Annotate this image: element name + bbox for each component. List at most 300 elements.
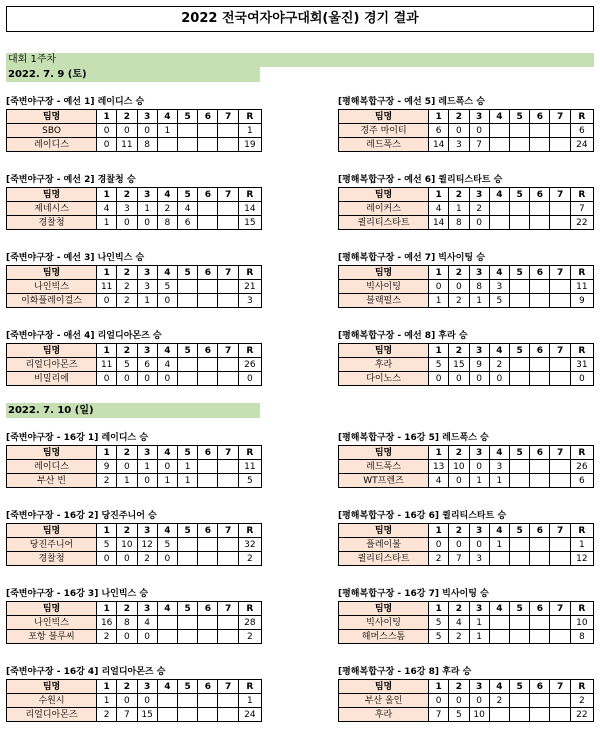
header-inning: 3 [469,680,489,694]
header-inning: 7 [550,602,570,616]
team-name: 레이디스 [7,138,97,152]
game-title: [평해복합구장 - 예선 5] 레드폭스 승 [338,97,485,107]
header-team: 팀명 [339,602,429,616]
header-inning: 5 [509,188,529,202]
header-inning: 6 [198,524,218,538]
inning-score: 1 [117,474,137,488]
score-table [6,187,262,230]
inning-score: 1 [469,294,489,308]
total-runs: 19 [238,138,261,152]
header-team: 팀명 [339,524,429,538]
header-runs: R [570,602,593,616]
table-row [339,216,594,230]
inning-score: 3 [137,280,157,294]
total-runs: 24 [238,708,261,722]
inning-score: 7 [469,138,489,152]
inning-score [550,538,570,552]
inning-score: 10 [117,538,137,552]
score-table [6,265,262,308]
header-inning: 3 [469,446,489,460]
total-runs: 12 [570,552,593,566]
team-name: 퀼리티스타트 [339,552,429,566]
inning-score: 0 [137,372,157,386]
header-team: 팀명 [339,344,429,358]
inning-score: 0 [449,372,469,386]
inning-score: 2 [97,630,117,644]
header-inning: 7 [550,344,570,358]
inning-score [157,616,177,630]
total-runs: 5 [238,474,261,488]
inning-score [198,460,218,474]
game-box [338,96,594,152]
inning-score [509,138,529,152]
inning-score: 1 [469,616,489,630]
inning-score [218,280,238,294]
header-inning: 2 [449,680,469,694]
inning-score: 11 [97,358,117,372]
header-inning: 4 [489,602,509,616]
inning-score: 16 [97,616,117,630]
inning-score: 6 [429,124,449,138]
header-inning: 1 [97,266,117,280]
inning-score [177,552,197,566]
inning-score: 0 [429,280,449,294]
header-inning: 5 [509,110,529,124]
inning-score: 0 [157,460,177,474]
header-inning: 5 [177,266,197,280]
inning-score [218,358,238,372]
header-team: 팀명 [7,266,97,280]
inning-score [218,124,238,138]
game-title: [죽변야구장 - 예선 1] 레이디스 승 [6,97,145,107]
total-runs: 22 [570,216,593,230]
header-inning: 5 [177,446,197,460]
header-inning: 6 [530,602,550,616]
inning-score: 8 [449,216,469,230]
inning-score [530,538,550,552]
total-runs: 2 [238,552,261,566]
inning-score: 7 [449,552,469,566]
inning-score: 5 [157,280,177,294]
header-team: 팀명 [7,188,97,202]
header-inning: 2 [117,344,137,358]
inning-score [198,358,218,372]
inning-score: 8 [469,280,489,294]
inning-score: 3 [449,138,469,152]
table-row [7,202,262,216]
header-inning: 4 [157,110,177,124]
inning-score [157,138,177,152]
inning-score [550,280,570,294]
inning-score: 4 [429,202,449,216]
inning-score [530,630,550,644]
header-team: 팀명 [7,602,97,616]
inning-score: 0 [117,124,137,138]
header-inning: 7 [550,266,570,280]
inning-score [198,708,218,722]
game-title: [죽변야구장 - 예선 3] 나인빅스 승 [6,253,145,263]
inning-score: 3 [117,202,137,216]
header-inning: 3 [137,344,157,358]
inning-score [157,708,177,722]
inning-score: 1 [489,538,509,552]
header-inning: 2 [449,266,469,280]
header-inning: 1 [429,680,449,694]
inning-score [530,460,550,474]
inning-score [198,694,218,708]
header-inning: 4 [489,110,509,124]
inning-score: 0 [97,138,117,152]
inning-score [198,294,218,308]
team-name: 경찰청 [7,552,97,566]
inning-score: 4 [429,474,449,488]
table-row [339,616,594,630]
inning-score: 1 [489,474,509,488]
score-header-row [7,344,262,358]
total-runs: 10 [570,616,593,630]
inning-score [198,216,218,230]
inning-score: 1 [137,460,157,474]
team-name: 당진주니어 [7,538,97,552]
header-team: 팀명 [339,680,429,694]
inning-score [177,538,197,552]
score-table [6,109,262,152]
inning-score: 0 [117,460,137,474]
header-inning: 2 [117,680,137,694]
total-runs: 26 [238,358,261,372]
header-inning: 1 [429,110,449,124]
inning-score: 0 [429,538,449,552]
score-table [6,679,262,722]
total-runs: 3 [238,294,261,308]
header-inning: 4 [157,524,177,538]
inning-score: 2 [97,708,117,722]
game-title: [평해복합구장 - 16강 5] 레드폭스 승 [338,433,489,443]
game-title: [평해복합구장 - 16강 6] 퀼리티스타트 승 [338,511,507,521]
header-inning: 6 [530,524,550,538]
inning-score: 5 [117,358,137,372]
game-box [6,252,262,308]
game-title: [평해복합구장 - 예선 8] 후라 승 [338,331,468,341]
total-runs: 28 [238,616,261,630]
header-inning: 6 [530,188,550,202]
inning-score: 5 [429,630,449,644]
inning-score [509,630,529,644]
team-name: 경찰청 [7,216,97,230]
header-runs: R [238,680,261,694]
header-inning: 4 [489,188,509,202]
inning-score: 3 [489,280,509,294]
total-runs: 7 [570,202,593,216]
inning-score: 0 [137,216,157,230]
header-inning: 3 [469,344,489,358]
inning-score: 0 [469,372,489,386]
header-inning: 7 [218,602,238,616]
inning-score: 4 [157,358,177,372]
score-header-row [339,524,594,538]
table-row [339,708,594,722]
inning-score [530,474,550,488]
inning-score: 0 [449,474,469,488]
header-inning: 4 [489,344,509,358]
header-inning: 7 [218,266,238,280]
total-runs: 6 [570,124,593,138]
inning-score: 8 [117,616,137,630]
team-name: SBO [7,124,97,138]
total-runs: 8 [570,630,593,644]
inning-score [218,216,238,230]
inning-score [550,552,570,566]
header-inning: 7 [218,680,238,694]
inning-score [530,124,550,138]
inning-score: 0 [117,216,137,230]
header-inning: 3 [137,188,157,202]
score-header-row [7,680,262,694]
inning-score: 1 [157,124,177,138]
inning-score: 1 [177,474,197,488]
score-header-row [7,602,262,616]
team-name: 후라 [339,708,429,722]
inning-score: 5 [429,616,449,630]
game-box [6,96,262,152]
score-header-row [7,266,262,280]
header-inning: 1 [97,446,117,460]
header-inning: 5 [509,344,529,358]
inning-score: 10 [469,708,489,722]
game-title: [평해복합구장 - 예선 6] 퀼리티스타트 승 [338,175,503,185]
inning-score: 0 [137,124,157,138]
table-row [339,294,594,308]
header-inning: 2 [117,110,137,124]
inning-score: 6 [177,216,197,230]
inning-score [550,138,570,152]
score-table [338,523,594,566]
header-team: 팀명 [7,110,97,124]
inning-score [218,460,238,474]
inning-score [198,138,218,152]
score-header-row [7,110,262,124]
total-runs: 2 [238,630,261,644]
header-inning: 4 [157,344,177,358]
inning-score: 0 [449,694,469,708]
inning-score: 11 [117,138,137,152]
header-inning: 7 [218,344,238,358]
header-inning: 7 [550,524,570,538]
inning-score: 4 [449,616,469,630]
header-inning: 7 [550,680,570,694]
total-runs: 15 [238,216,261,230]
header-inning: 2 [117,524,137,538]
header-inning: 2 [449,344,469,358]
header-inning: 6 [530,110,550,124]
game-box [338,588,594,644]
game-title: [평해복합구장 - 16강 8] 후라 승 [338,667,472,677]
header-inning: 7 [218,446,238,460]
header-inning: 3 [469,524,489,538]
inning-score [509,124,529,138]
header-runs: R [238,266,261,280]
inning-score [509,460,529,474]
header-inning: 6 [530,344,550,358]
team-name: 레이디스 [7,460,97,474]
header-runs: R [570,524,593,538]
score-table [338,265,594,308]
inning-score [530,372,550,386]
team-name: 경주 마이티 [339,124,429,138]
header-inning: 3 [137,680,157,694]
score-table [338,343,594,386]
inning-score [509,694,529,708]
header-inning: 4 [157,188,177,202]
header-runs: R [570,110,593,124]
inning-score [550,358,570,372]
team-name: 리얼디아몬즈 [7,358,97,372]
score-table [338,109,594,152]
header-inning: 1 [97,524,117,538]
inning-score [198,616,218,630]
header-inning: 4 [157,446,177,460]
inning-score [509,708,529,722]
inning-score: 1 [469,474,489,488]
inning-score: 0 [469,216,489,230]
score-table [6,343,262,386]
inning-score: 1 [429,294,449,308]
inning-score: 0 [469,460,489,474]
inning-score: 9 [469,358,489,372]
team-name: 빅사이팅 [339,280,429,294]
score-header-row [339,446,594,460]
header-runs: R [238,446,261,460]
inning-score [550,372,570,386]
inning-score: 0 [449,280,469,294]
total-runs: 0 [238,372,261,386]
team-name: 레드폭스 [339,138,429,152]
inning-score [489,138,509,152]
inning-score: 0 [157,294,177,308]
inning-score [489,630,509,644]
team-name: 이화플레이걸스 [7,294,97,308]
week-label: 대회 1주차 [6,53,594,67]
header-inning: 2 [449,524,469,538]
header-team: 팀명 [339,110,429,124]
header-runs: R [570,188,593,202]
score-table [338,601,594,644]
inning-score [530,280,550,294]
inning-score: 5 [429,358,449,372]
inning-score: 0 [469,124,489,138]
score-header-row [7,188,262,202]
inning-score [509,358,529,372]
table-row [339,372,594,386]
inning-score [530,216,550,230]
table-row [7,616,262,630]
inning-score [530,138,550,152]
team-name: 수원시 [7,694,97,708]
header-inning: 4 [489,524,509,538]
inning-score [198,474,218,488]
inning-score [157,630,177,644]
table-row [7,474,262,488]
score-header-row [339,266,594,280]
header-inning: 3 [137,524,157,538]
header-inning: 5 [177,524,197,538]
day-1-date: 2022. 7. 9 (토) [6,67,260,82]
score-table [6,601,262,644]
table-row [7,138,262,152]
inning-score [177,372,197,386]
inning-score: 0 [97,552,117,566]
inning-score: 0 [117,630,137,644]
header-team: 팀명 [7,680,97,694]
inning-score: 1 [449,202,469,216]
header-inning: 4 [489,266,509,280]
inning-score: 2 [157,202,177,216]
header-runs: R [570,266,593,280]
inning-score: 0 [469,538,489,552]
header-inning: 6 [198,680,218,694]
header-inning: 4 [157,266,177,280]
inning-score: 0 [137,474,157,488]
inning-score: 2 [429,552,449,566]
header-inning: 7 [218,188,238,202]
inning-score [198,202,218,216]
header-inning: 1 [429,602,449,616]
score-header-row [7,524,262,538]
inning-score: 1 [97,216,117,230]
header-inning: 5 [509,266,529,280]
game-title: [죽변야구장 - 16강 3] 나인빅스 승 [6,589,149,599]
inning-score [550,630,570,644]
inning-score [218,694,238,708]
inning-score [218,552,238,566]
inning-score: 5 [489,294,509,308]
inning-score [550,708,570,722]
table-row [339,124,594,138]
inning-score: 3 [489,460,509,474]
inning-score: 1 [97,694,117,708]
header-runs: R [238,344,261,358]
inning-score: 0 [117,552,137,566]
inning-score [218,616,238,630]
inning-score [218,630,238,644]
header-inning: 5 [177,680,197,694]
inning-score [177,124,197,138]
table-row [339,358,594,372]
header-runs: R [238,110,261,124]
inning-score [509,280,529,294]
game-box [6,510,262,566]
score-header-row [339,110,594,124]
table-row [339,202,594,216]
header-inning: 2 [117,446,137,460]
header-team: 팀명 [339,446,429,460]
header-team: 팀명 [339,266,429,280]
game-box [338,330,594,386]
inning-score [550,616,570,630]
header-inning: 3 [137,110,157,124]
inning-score [177,616,197,630]
inning-score [489,616,509,630]
header-inning: 3 [469,110,489,124]
inning-score [509,216,529,230]
inning-score [177,630,197,644]
header-team: 팀명 [7,344,97,358]
team-name: 부산 빈 [7,474,97,488]
table-row [339,138,594,152]
inning-score: 2 [117,280,137,294]
inning-score [489,552,509,566]
inning-score: 4 [97,202,117,216]
